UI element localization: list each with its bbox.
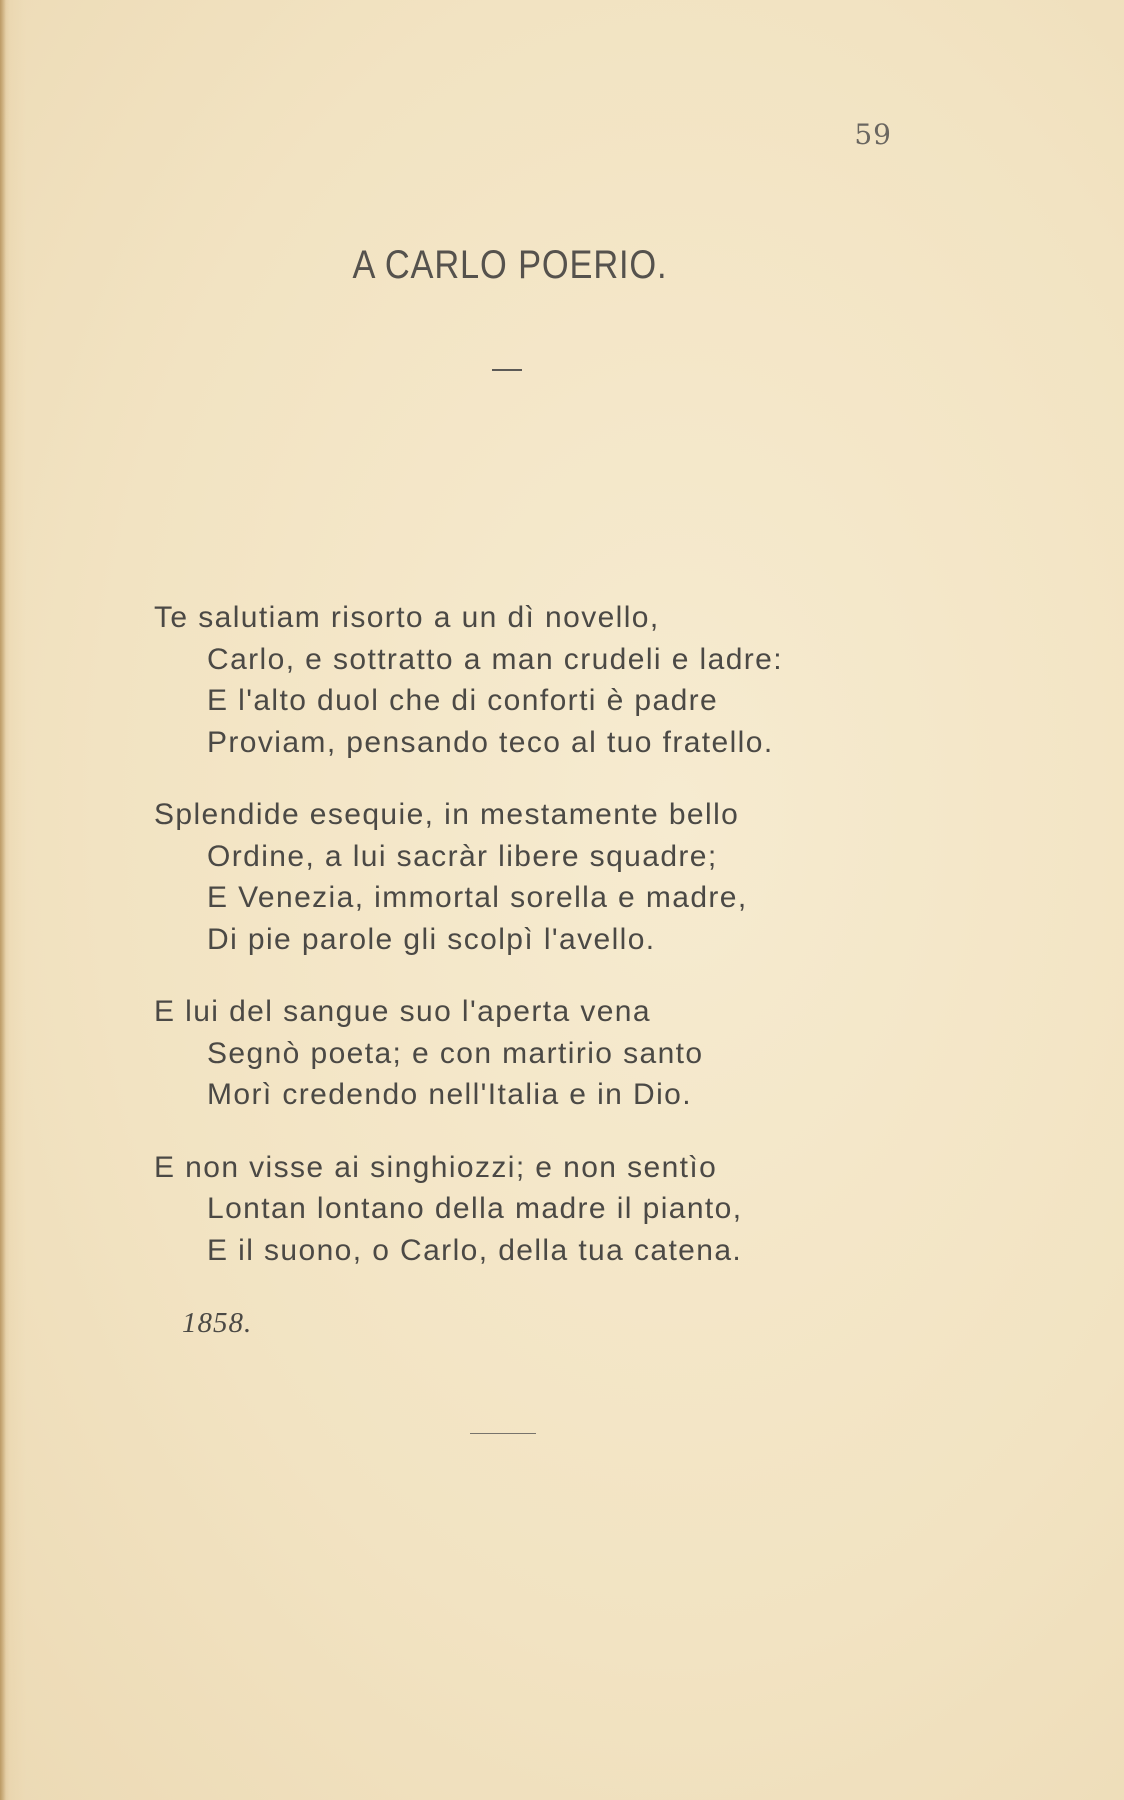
- stanza-3: [154, 991, 1014, 1116]
- stanza-1: [154, 597, 1014, 763]
- end-divider: [470, 1433, 536, 1434]
- poem-line: E l'alto duol che di conforti è padre: [207, 684, 719, 717]
- poem-line: Segnò poeta; e con martirio santo: [207, 1036, 704, 1070]
- poem-line: E non visse ai singhiozzi; e non sentìo: [154, 1150, 718, 1184]
- title-divider: [492, 369, 522, 371]
- poem-line: Te salutiam risorto a un dì novello,: [154, 601, 660, 634]
- poem-line: Splendide esequie, in mestamente bello: [154, 798, 740, 831]
- poem-title: A CARLO POERIO.: [352, 243, 668, 287]
- poem-line: Proviam, pensando teco al tuo fratello.: [207, 725, 774, 759]
- stanza-4: [154, 1147, 1014, 1272]
- poem-line: E Venezia, immortal sorella e madre,: [207, 881, 748, 914]
- poem-date: 1858.: [182, 1307, 253, 1339]
- stanza-2: [154, 794, 1014, 960]
- poem-body: [154, 597, 1014, 1302]
- page-edge-shadow: [0, 0, 6, 1800]
- poem-line: Carlo, e sottratto a man crudeli e ladre:: [207, 642, 783, 676]
- poem-line: Di pie parole gli scolpì l'avello.: [207, 922, 656, 956]
- page-number: 59: [854, 118, 892, 151]
- poem-line: E lui del sangue suo l'aperta vena: [154, 995, 651, 1028]
- poem-line: Ordine, a lui sacràr libere squadre;: [207, 839, 718, 873]
- poem-line: Lontan lontano della madre il pianto,: [207, 1192, 743, 1225]
- poem-line: E il suono, o Carlo, della tua catena.: [207, 1233, 743, 1267]
- poem-line: Morì credendo nell'Italia e in Dio.: [207, 1078, 692, 1111]
